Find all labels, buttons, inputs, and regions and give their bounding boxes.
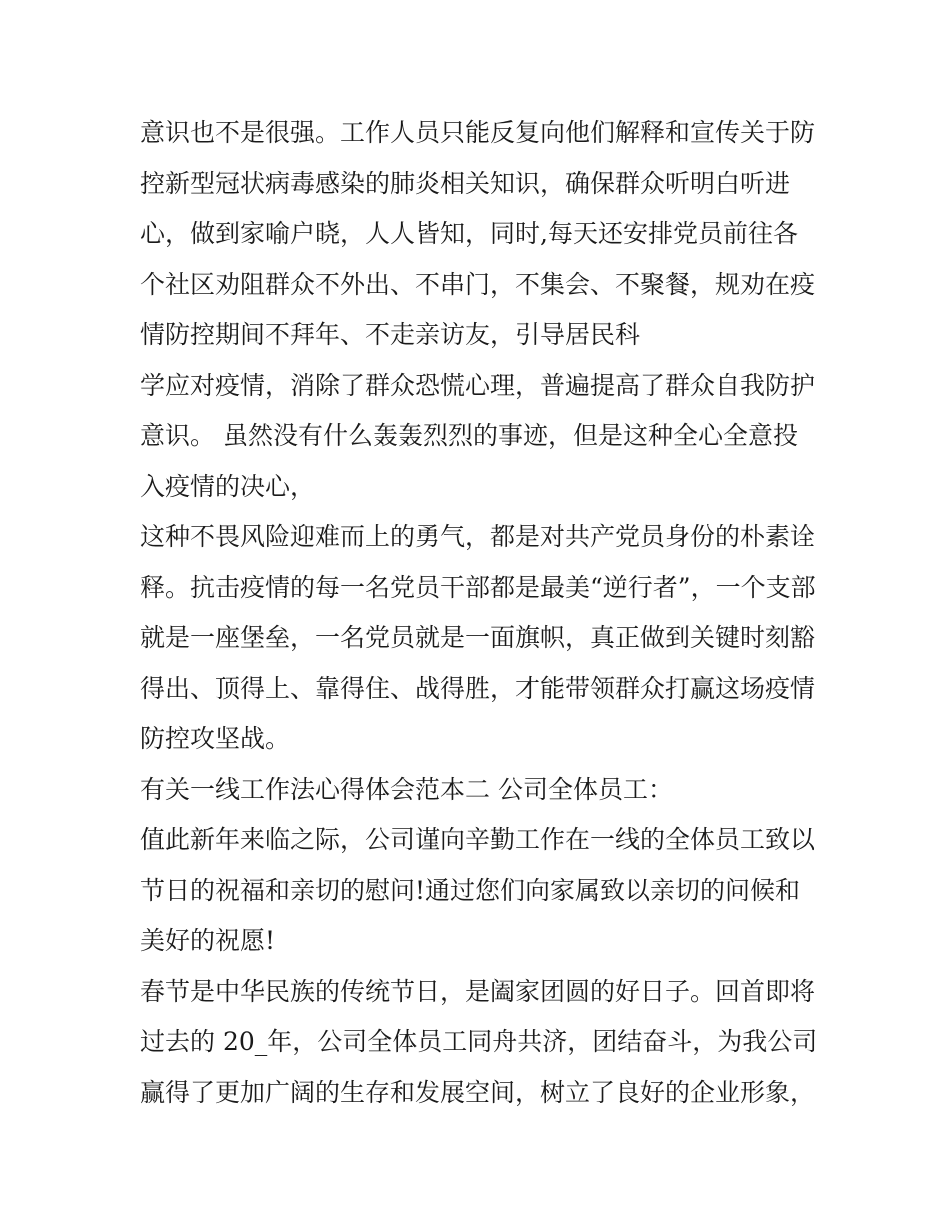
- text-line: 这种不畏风险迎难而上的勇气，都是对共产党员身份的朴素诠: [140, 522, 816, 551]
- text-line: 学应对疫情，消除了群众恐慌心理，普遍提高了群众自我防护: [140, 370, 816, 400]
- text-line: 得出、顶得上、靠得住、战得胜，才能带领群众打赢这场疫情: [140, 673, 816, 703]
- body-text: [140, 108, 830, 1118]
- text-line: 赢得了更加广阔的生存和发展空间，树立了良好的企业形象，: [140, 1077, 816, 1107]
- text-line: 心，做到家喻户晓，人人皆知，同时,每天还安排党员前往各: [140, 219, 798, 248]
- text-line: 入疫情的决心，: [140, 471, 316, 501]
- text-line: 情防控期间不拜年、不走亲访友，引导居民科: [140, 320, 641, 349]
- text-line: 过去的 20_年，公司全体员工同舟共济，团结奋斗，为我公司: [140, 1027, 818, 1056]
- text-line: 控新型冠状病毒感染的肺炎相关知识，确保群众听明白听进: [140, 168, 791, 198]
- text-line: 意识也不是很强。工作人员只能反复向他们解释和宣传关于防: [140, 118, 816, 147]
- text-line: 就是一座堡垒，一名党员就是一面旗帜，真正做到关键时刻豁: [140, 623, 816, 652]
- text-line: 释。抗击疫情的每一名党员干部都是最美“逆行者”，一个支部: [140, 572, 816, 602]
- text-line: 美好的祝愿!: [140, 926, 276, 955]
- text-line: 节日的祝福和亲切的慰问!通过您们向家属致以亲切的问候和: [140, 875, 801, 905]
- section-heading: 有关一线工作法心得体会范本二 公司全体员工：: [140, 774, 673, 804]
- text-line: 值此新年来临之际，公司谨向辛勤工作在一线的全体员工致以: [140, 825, 816, 854]
- text-line: 意识。 虽然没有什么轰轰烈烈的事迹，但是这种全心全意投: [140, 421, 798, 450]
- text-line: 防控攻坚战。: [140, 724, 291, 753]
- text-line: 春节是中华民族的传统节日，是阖家团圆的好日子。回首即将: [140, 976, 816, 1006]
- text-line: 个社区劝阻群众不外出、不串门，不集会、不聚餐，规劝在疫: [140, 269, 816, 299]
